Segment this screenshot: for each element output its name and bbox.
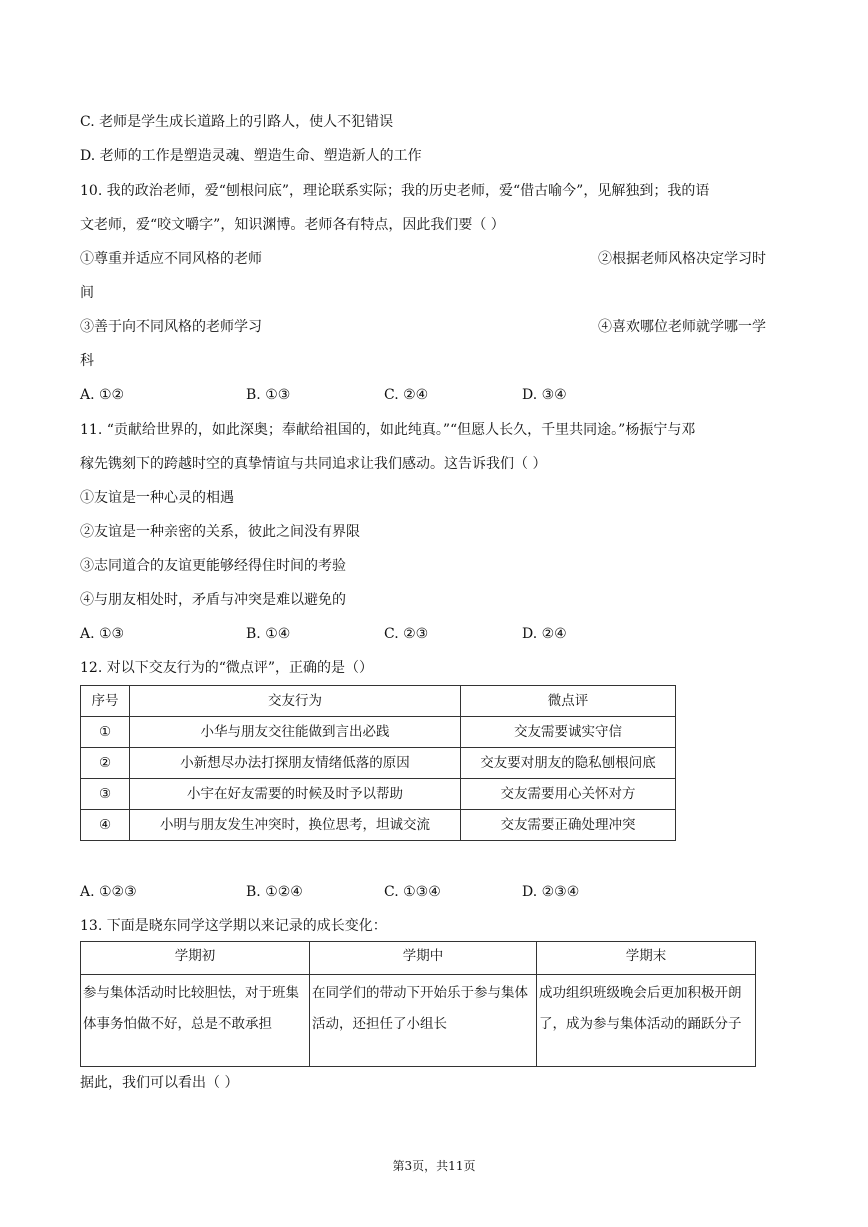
table-header-cell: 学期末 bbox=[537, 942, 756, 975]
table-header-cell: 学期中 bbox=[310, 942, 537, 975]
q11-item-2: ②友谊是一种亲密的关系，彼此之间没有界限 bbox=[80, 524, 360, 540]
table-cell: 交友需要正确处理冲突 bbox=[461, 810, 676, 841]
q12-option-c[interactable]: C. ①③④ bbox=[384, 884, 441, 900]
q12-option-b[interactable]: B. ①②④ bbox=[246, 884, 303, 900]
q10-stem-line1: 10. 我的政治老师，爱“刨根问底”，理论联系实际；我的历史老师，爱“借古喻今”，见解独到；我的语 bbox=[80, 183, 710, 199]
q10-option-a[interactable]: A. ①② bbox=[80, 387, 125, 403]
q12-stem: 12. 对以下交友行为的“微点评”，正确的是（） bbox=[80, 660, 374, 676]
table-header-cell: 学期初 bbox=[81, 942, 310, 975]
table-header-cell: 交友行为 bbox=[130, 686, 461, 717]
q13-table bbox=[80, 941, 756, 1067]
q11-stem-line2: 稼先镌刻下的跨越时空的真挚情谊与共同追求让我们感动。这告诉我们（ ） bbox=[80, 456, 547, 472]
table-cell: 成功组织班级晚会后更加积极开朗了，成为参与集体活动的踊跃分子 bbox=[537, 975, 756, 1067]
q11-item-1: ①友谊是一种心灵的相遇 bbox=[80, 490, 234, 506]
q11-option-b[interactable]: B. ①④ bbox=[246, 626, 291, 642]
q12-table bbox=[80, 685, 676, 841]
q9-option-d: D. 老师的工作是塑造灵魂、塑造生命、塑造新人的工作 bbox=[80, 148, 422, 164]
table-cell: 小新想尽办法打探朋友情绪低落的原因 bbox=[130, 748, 461, 779]
q10-item-1: ①尊重并适应不同风格的老师 bbox=[80, 251, 262, 267]
table-cell: ③ bbox=[81, 779, 130, 810]
q10-option-d[interactable]: D. ③④ bbox=[522, 387, 567, 403]
table-header-row bbox=[81, 942, 756, 975]
q11-options bbox=[80, 624, 567, 644]
table-cell: ② bbox=[81, 748, 130, 779]
table-row bbox=[81, 717, 676, 748]
page-footer: 第3页，共11页 bbox=[392, 1159, 476, 1173]
q11-item-3: ③志同道合的友谊更能够经得住时间的考验 bbox=[80, 558, 346, 574]
q9-option-c: C. 老师是学生成长道路上的引路人，使人不犯错误 bbox=[80, 114, 394, 130]
q10-options bbox=[80, 385, 567, 405]
q11-option-a[interactable]: A. ①③ bbox=[80, 626, 125, 642]
table-header-row bbox=[81, 686, 676, 717]
table-cell: 交友需要诚实守信 bbox=[461, 717, 676, 748]
q10-option-c[interactable]: C. ②④ bbox=[384, 387, 429, 403]
table-row bbox=[81, 748, 676, 779]
table-cell: 小明与朋友发生冲突时，换位思考，坦诚交流 bbox=[130, 810, 461, 841]
q10-option-b[interactable]: B. ①③ bbox=[246, 387, 291, 403]
q12-option-d[interactable]: D. ②③④ bbox=[522, 884, 580, 900]
table-row bbox=[81, 975, 756, 1067]
table-cell: ① bbox=[81, 717, 130, 748]
q13-stem: 13. 下面是晓东同学这学期以来记录的成长变化： bbox=[80, 918, 387, 934]
table-cell: 小华与朋友交往能做到言出必践 bbox=[130, 717, 461, 748]
table-cell: 参与集体活动时比较胆怯，对于班集体事务怕做不好，总是不敢承担 bbox=[81, 975, 310, 1067]
table-row bbox=[81, 779, 676, 810]
q11-stem-line1: 11. “贡献给世界的，如此深奥；奉献给祖国的，如此纯真。”“但愿人长久，千里共同途。”杨振宁与邓 bbox=[80, 422, 696, 438]
q12-option-a[interactable]: A. ①②③ bbox=[80, 884, 137, 900]
q12-options bbox=[80, 882, 579, 902]
table-header-cell: 微点评 bbox=[461, 686, 676, 717]
q11-item-4: ④与朋友相处时，矛盾与冲突是难以避免的 bbox=[80, 592, 346, 608]
q11-option-d[interactable]: D. ②④ bbox=[522, 626, 567, 642]
table-cell: 小宇在好友需要的时候及时予以帮助 bbox=[130, 779, 461, 810]
q10-item-2-cont: 间 bbox=[80, 285, 94, 301]
q10-stem-line2: 文老师，爱“咬文嚼字”，知识渊博。老师各有特点，因此我们要（ ） bbox=[80, 217, 505, 233]
table-header-cell: 序号 bbox=[81, 686, 130, 717]
q10-item-3: ③善于向不同风格的老师学习 bbox=[80, 319, 262, 335]
table-cell: 交友需要用心关怀对方 bbox=[461, 779, 676, 810]
q13-followup: 据此，我们可以看出（ ） bbox=[80, 1075, 239, 1091]
q11-option-c[interactable]: C. ②③ bbox=[384, 626, 429, 642]
table-cell: 在同学们的带动下开始乐于参与集体活动，还担任了小组长 bbox=[310, 975, 537, 1067]
q10-item-4-cont: 科 bbox=[80, 353, 94, 369]
table-row bbox=[81, 810, 676, 841]
q10-item-2: ②根据老师风格决定学习时 bbox=[598, 251, 766, 267]
table-cell: 交友要对朋友的隐私刨根问底 bbox=[461, 748, 676, 779]
table-cell: ④ bbox=[81, 810, 130, 841]
q10-item-4: ④喜欢哪位老师就学哪一学 bbox=[598, 319, 766, 335]
